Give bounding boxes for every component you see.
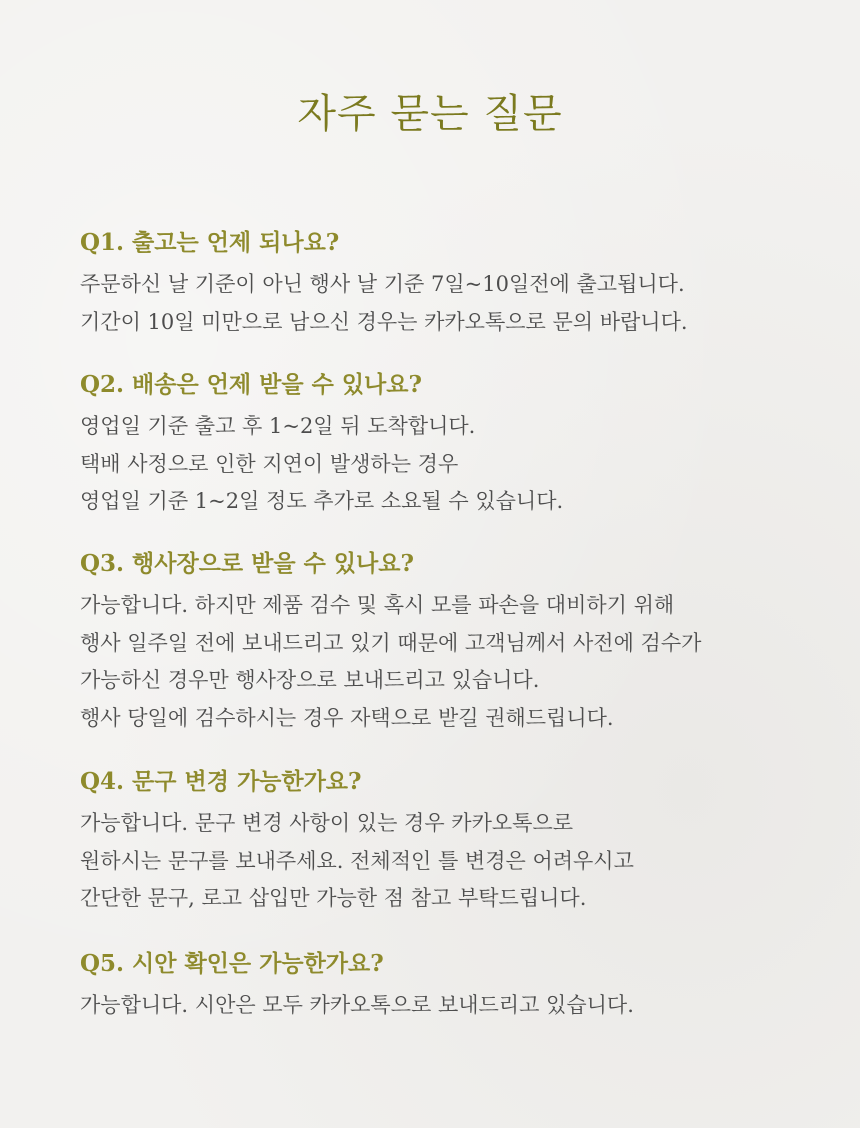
faq-item-4 — [80, 767, 800, 918]
faq-answer-line: 가능합니다. 시안은 모두 카카오톡으로 보내드리고 있습니다. — [80, 993, 634, 1017]
faq-question: Q1. 출고는 언제 되나요? — [80, 229, 340, 256]
faq-item-2 — [80, 370, 800, 521]
faq-question: Q4. 문구 변경 가능한가요? — [80, 768, 362, 795]
faq-answer-line: 행사 일주일 전에 보내드리고 있기 때문에 고객님께서 사전에 검수가 — [80, 630, 702, 655]
faq-item-3 — [80, 549, 800, 737]
faq-answer-line: 가능합니다. 문구 변경 사항이 있는 경우 카카오톡으로 — [80, 811, 574, 835]
faq-answer-line: 행사 당일에 검수하시는 경우 자택으로 받길 권해드립니다. — [80, 705, 614, 730]
faq-question: Q2. 배송은 언제 받을 수 있나요? — [80, 371, 422, 398]
faq-item-5 — [80, 949, 800, 1025]
faq-answer-line: 가능합니다. 하지만 제품 검수 및 혹시 모를 파손을 대비하기 위해 — [80, 593, 675, 617]
faq-answer-line: 주문하신 날 기준이 아닌 행사 날 기준 7일~10일전에 출고됩니다. — [80, 272, 685, 296]
page-title: 자주 묻는 질문 — [297, 91, 563, 137]
faq-answer-line: 택배 사정으로 인한 지연이 발생하는 경우 — [80, 451, 459, 476]
faq-item-1 — [80, 228, 800, 341]
faq-answer-line: 영업일 기준 출고 후 1~2일 뒤 도착합니다. — [80, 414, 476, 438]
faq-answer-line: 영업일 기준 1~2일 정도 추가로 소요될 수 있습니다. — [80, 489, 564, 513]
faq-answer-line: 기간이 10일 미만으로 남으신 경우는 카카오톡으로 문의 바랍니다. — [80, 309, 688, 334]
faq-question: Q3. 행사장으로 받을 수 있나요? — [80, 550, 414, 577]
faq-question: Q5. 시안 확인은 가능한가요? — [80, 950, 384, 977]
faq-answer-line: 간단한 문구, 로고 삽입만 가능한 점 참고 부탁드립니다. — [80, 886, 587, 910]
faq-answer-line: 가능하신 경우만 행사장으로 보내드리고 있습니다. — [80, 668, 540, 692]
faq-answer-line: 원하시는 문구를 보내주세요. 전체적인 틀 변경은 어려우시고 — [80, 848, 634, 873]
